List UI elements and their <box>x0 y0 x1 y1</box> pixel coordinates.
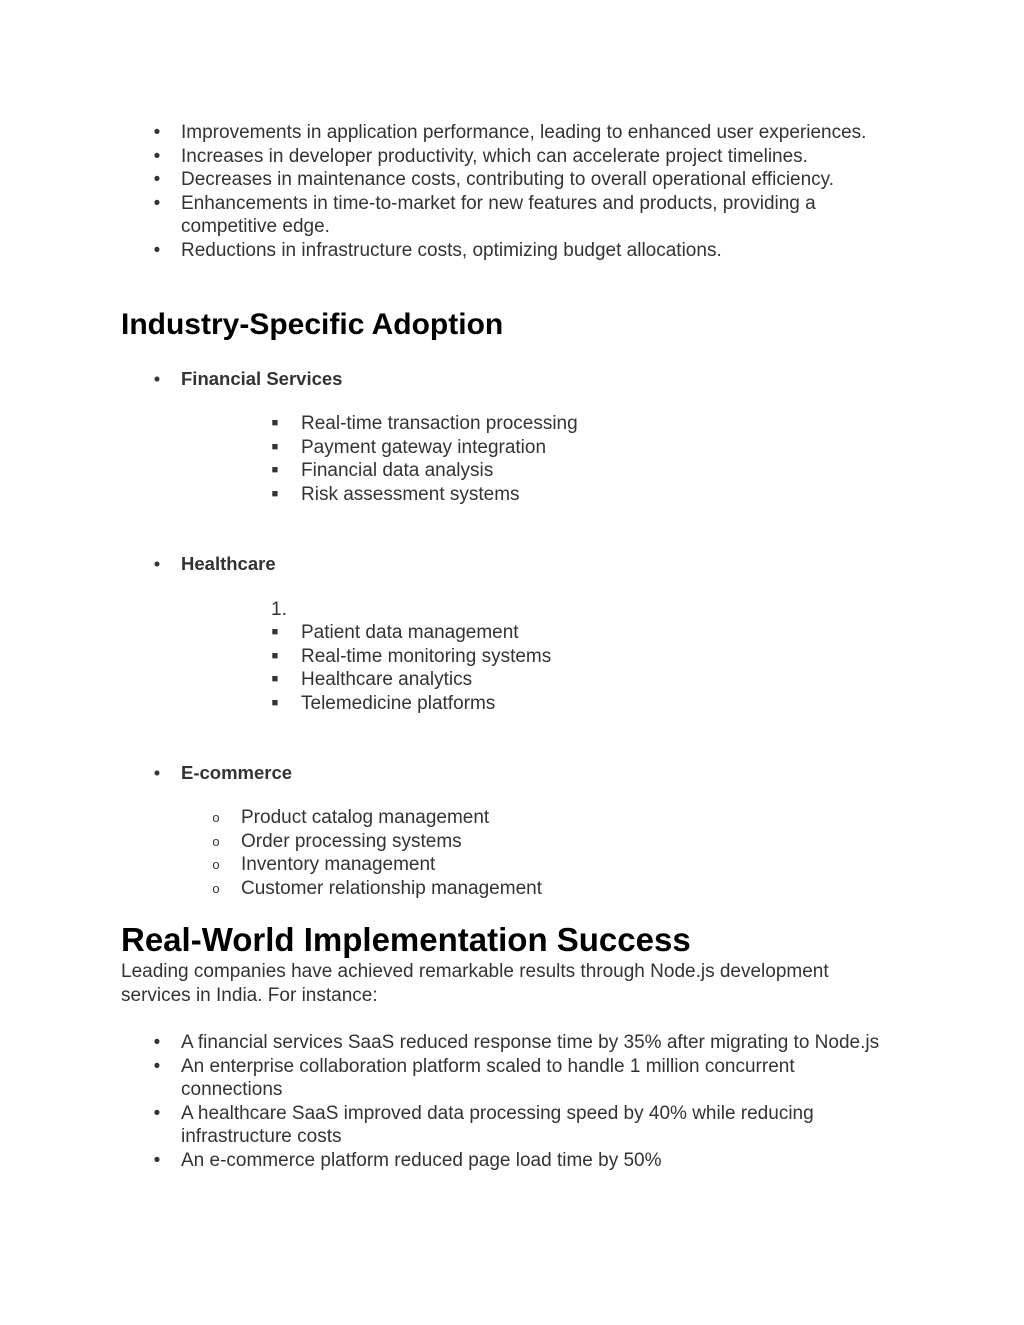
list-item: • An e-commerce platform reduced page load time by 50% <box>0 1149 881 1173</box>
bullet-icon: • <box>153 239 161 261</box>
list-item: • Reductions in infrastructure costs, optimizing budget allocations. <box>0 239 881 263</box>
list-item: ■ Risk assessment systems <box>271 483 520 505</box>
ecommerce-section <box>0 761 1024 785</box>
list-item: ■ Real-time transaction processing <box>271 413 578 434</box>
bullet-icon: • <box>153 145 161 167</box>
ecommerce-items <box>0 806 1024 900</box>
list-item: ■ Financial data analysis <box>271 460 494 481</box>
square-bullet-icon: ■ <box>271 649 279 662</box>
bullet-icon: • <box>153 122 161 143</box>
success-intro: Leading companies have achieved remarkable results through Node.js development services in India. For instance: <box>121 961 829 1006</box>
bullet-icon: • <box>153 553 161 574</box>
bullet-icon: • <box>153 368 161 389</box>
bullet-icon: • <box>153 169 161 190</box>
financial-items <box>0 412 1024 506</box>
healthcare-section <box>0 552 1024 576</box>
square-bullet-icon: ■ <box>271 417 279 429</box>
square-bullet-icon: ■ <box>271 673 279 685</box>
list-item: o Customer relationship management <box>0 877 1024 901</box>
square-bullet-icon: ■ <box>271 696 279 709</box>
list-item: ■ Payment gateway integration <box>271 436 547 458</box>
list-item: • A healthcare SaaS improved data processing speed by 40% while reducing infrastructure costs <box>0 1102 881 1149</box>
financial-title: • Financial Services <box>0 367 881 391</box>
success-list <box>0 1031 1024 1172</box>
healthcare-number: 1. <box>271 599 287 620</box>
list-item: ■ Telemedicine platforms <box>271 692 496 714</box>
circle-bullet-icon: o <box>212 857 220 872</box>
success-heading: Real-World Implementation Success <box>121 921 691 958</box>
list-item: • Improvements in application performance, leading to enhanced user experiences. <box>0 121 881 145</box>
healthcare-title: • Healthcare <box>0 552 881 576</box>
square-bullet-icon: ■ <box>271 626 279 638</box>
industry-heading: Industry-Specific Adoption <box>121 308 504 341</box>
list-item: • Enhancements in time-to-market for new features and products, providing a competitive edge. <box>0 192 881 239</box>
bullet-icon: • <box>153 1055 161 1077</box>
bullet-icon: • <box>153 1102 161 1124</box>
circle-bullet-icon: o <box>212 810 220 825</box>
bullet-icon: • <box>153 762 161 783</box>
bullet-icon: • <box>153 1032 161 1053</box>
list-item: o Order processing systems <box>0 830 1024 854</box>
bullet-icon: • <box>153 192 161 214</box>
list-item: • Increases in developer productivity, which can accelerate project timelines. <box>0 145 881 169</box>
list-item: o Product catalog management <box>0 806 1024 830</box>
list-item: ■ Healthcare analytics <box>271 669 473 690</box>
list-item: ■ Patient data management <box>271 622 519 643</box>
square-bullet-icon: ■ <box>271 440 279 453</box>
square-bullet-icon: ■ <box>271 464 279 476</box>
circle-bullet-icon: o <box>212 833 220 849</box>
list-item: • Decreases in maintenance costs, contributing to overall operational efficiency. <box>0 168 881 192</box>
financial-section <box>0 367 1024 391</box>
healthcare-items <box>0 621 1024 715</box>
bullet-icon: • <box>153 1149 161 1171</box>
square-bullet-icon: ■ <box>271 487 279 500</box>
list-item: • An enterprise collaboration platform scaled to handle 1 million concurrent connections <box>0 1055 881 1102</box>
list-item: ■ Real-time monitoring systems <box>271 645 552 667</box>
ecommerce-title: • E-commerce <box>0 761 881 785</box>
circle-bullet-icon: o <box>212 880 220 896</box>
list-item: o Inventory management <box>0 853 1024 877</box>
benefits-list <box>0 121 1024 262</box>
list-item: • A financial services SaaS reduced response time by 35% after migrating to Node.js <box>0 1031 881 1055</box>
